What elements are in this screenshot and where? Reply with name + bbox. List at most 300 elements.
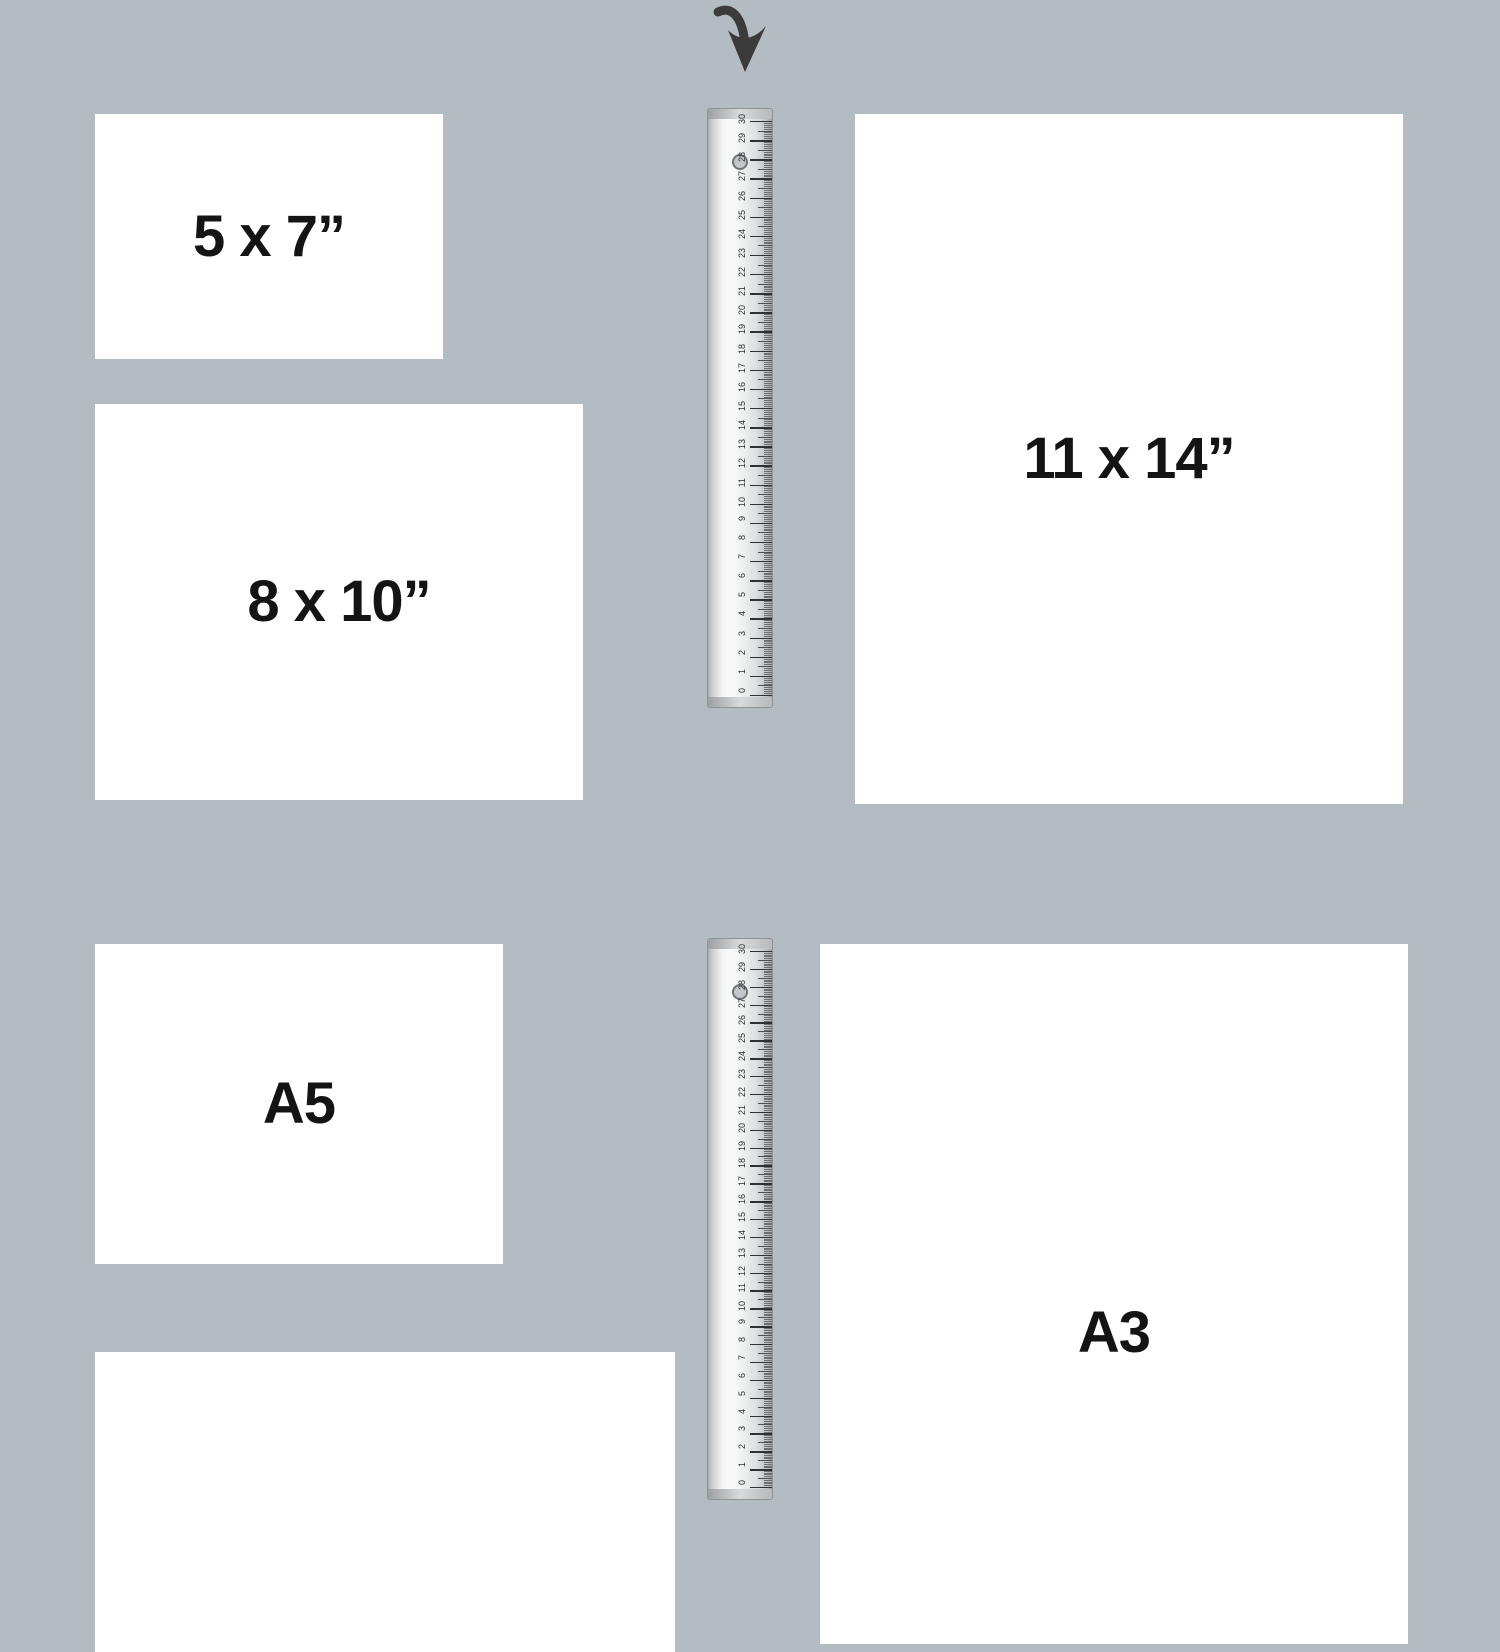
ruler-tick	[764, 1087, 772, 1088]
ruler-tick	[764, 1233, 772, 1234]
ruler-tick	[750, 236, 772, 237]
ruler-tick	[764, 186, 772, 187]
ruler-tick	[758, 1282, 772, 1283]
ruler-tick	[764, 261, 772, 262]
ruler-tick-number: 30	[737, 114, 747, 125]
ruler-tick	[750, 1094, 772, 1095]
ruler-tick	[764, 605, 772, 606]
ruler-tick	[764, 268, 772, 269]
ruler-tick	[764, 576, 772, 577]
ruler-tick	[764, 1144, 772, 1145]
ruler-tick	[764, 994, 772, 995]
ruler-tick	[764, 687, 772, 688]
ruler-tick	[758, 628, 772, 629]
ruler-tick	[764, 1351, 772, 1352]
ruler-tick	[764, 1330, 772, 1331]
ruler-tick	[764, 1364, 772, 1365]
ruler-tick	[764, 167, 772, 168]
ruler-tick	[764, 462, 772, 463]
ruler-tick	[764, 527, 772, 528]
ruler-tick	[764, 582, 772, 583]
ruler-tick	[764, 144, 772, 145]
ruler-tick-number: 17	[737, 362, 747, 373]
ruler-tick	[764, 1115, 772, 1116]
ruler-tick	[764, 1421, 772, 1422]
ruler-tick	[764, 1337, 772, 1338]
ruler-tick	[758, 1407, 772, 1408]
ruler-tick	[764, 691, 772, 692]
ruler-tick	[764, 127, 772, 128]
ruler-tick	[764, 1453, 772, 1454]
ruler-tick	[764, 253, 772, 254]
ruler-tick	[764, 1090, 772, 1091]
ruler-tick	[750, 408, 772, 409]
ruler-tick	[764, 1106, 772, 1107]
ruler-tick	[764, 1283, 772, 1284]
ruler-tick	[764, 1258, 772, 1259]
ruler-tick	[764, 1271, 772, 1272]
ruler-tick	[764, 1212, 772, 1213]
ruler-tick	[750, 1255, 772, 1256]
ruler-tick	[764, 192, 772, 193]
ruler-tick	[764, 983, 772, 984]
ruler-tick	[750, 255, 772, 256]
paper-sheet-11x14	[855, 114, 1403, 804]
ruler-tick	[764, 1483, 772, 1484]
ruler-tick	[764, 534, 772, 535]
ruler-tick	[750, 1308, 772, 1309]
ruler-tick	[764, 1269, 772, 1270]
ruler-tick-number: 27	[737, 997, 747, 1008]
ruler-tick	[764, 243, 772, 244]
ruler-tick	[758, 1371, 772, 1372]
ruler-tick	[758, 418, 772, 419]
ruler-tick-number: 26	[737, 190, 747, 201]
ruler-tick	[764, 529, 772, 530]
ruler-tick	[764, 1235, 772, 1236]
ruler-tick	[764, 1274, 772, 1275]
paper-sheet-5x7-label: 5 x 7”	[193, 203, 345, 269]
ruler-tick	[764, 1069, 772, 1070]
ruler-tick	[750, 1398, 772, 1399]
ruler-tick	[764, 184, 772, 185]
ruler-tick	[764, 1342, 772, 1343]
ruler-tick	[758, 1246, 772, 1247]
ruler-tick-number: 24	[737, 1051, 747, 1062]
ruler-tick	[764, 519, 772, 520]
ruler-tick	[764, 1480, 772, 1481]
ruler-tick	[764, 347, 772, 348]
ruler-tick	[758, 131, 772, 132]
ruler-tick	[764, 1208, 772, 1209]
ruler-tick	[764, 1010, 772, 1011]
ruler-tick	[758, 1299, 772, 1300]
ruler-tick	[750, 465, 772, 466]
ruler-tick	[764, 1190, 772, 1191]
ruler-tick	[764, 1408, 772, 1409]
ruler-tick	[764, 1072, 772, 1073]
ruler-tick-number: 7	[737, 554, 747, 560]
arrow-annotation	[700, 0, 790, 90]
ruler-tick	[758, 398, 772, 399]
ruler-bottom-scale	[708, 944, 772, 1487]
ruler-tick	[764, 1164, 772, 1165]
ruler-tick	[758, 609, 772, 610]
ruler-tick	[764, 129, 772, 130]
ruler-tick	[764, 1051, 772, 1052]
ruler-tick	[764, 653, 772, 654]
ruler-tick	[750, 140, 772, 141]
ruler-tick	[764, 1006, 772, 1007]
ruler-tick	[764, 1101, 772, 1102]
ruler-tick	[764, 1410, 772, 1411]
ruler-tick	[764, 425, 772, 426]
ruler-tick	[764, 1114, 772, 1115]
ruler-tick	[764, 125, 772, 126]
ruler-tick	[764, 992, 772, 993]
paper-sheet-11x14-label: 11 x 14”	[1023, 426, 1235, 491]
ruler-tick	[764, 412, 772, 413]
ruler-tick	[764, 689, 772, 690]
ruler-tick	[764, 548, 772, 549]
ruler-tick	[764, 643, 772, 644]
ruler-tick	[764, 1242, 772, 1243]
ruler-tick	[764, 395, 772, 396]
ruler-tick	[750, 1183, 772, 1184]
ruler-tick	[764, 368, 772, 369]
ruler-tick	[764, 1373, 772, 1374]
ruler-tick	[750, 657, 772, 658]
ruler-tick-number: 2	[737, 1444, 747, 1450]
ruler-tick	[758, 1049, 772, 1050]
ruler-tick	[764, 1062, 772, 1063]
ruler-tick	[764, 263, 772, 264]
ruler-tick	[764, 444, 772, 445]
ruler-tick	[764, 1315, 772, 1316]
ruler-tick	[750, 1237, 772, 1238]
ruler-tick	[764, 672, 772, 673]
ruler-tick	[758, 1067, 772, 1068]
ruler-tick-number: 6	[737, 1372, 747, 1378]
ruler-tick	[750, 159, 772, 160]
ruler-tick	[764, 1221, 772, 1222]
ruler-tick	[764, 1303, 772, 1304]
ruler-tick	[764, 335, 772, 336]
ruler-tick	[750, 1273, 772, 1274]
ruler-tick	[764, 1265, 772, 1266]
ruler-tick	[764, 276, 772, 277]
ruler-tick	[764, 569, 772, 570]
ruler-tick-number: 22	[737, 1086, 747, 1097]
ruler-tick	[764, 553, 772, 554]
ruler-tick	[764, 506, 772, 507]
ruler-tick	[764, 282, 772, 283]
ruler-tick	[764, 1249, 772, 1250]
ruler-tick	[764, 1239, 772, 1240]
ruler-tick	[764, 555, 772, 556]
ruler-tick	[764, 693, 772, 694]
ruler-tick	[764, 1196, 772, 1197]
ruler-tick	[764, 678, 772, 679]
ruler-tick	[764, 477, 772, 478]
ruler-tick	[764, 1419, 772, 1420]
ruler-tick	[764, 538, 772, 539]
ruler-tick	[758, 1085, 772, 1086]
ruler-tick	[764, 1131, 772, 1132]
ruler-tick	[764, 492, 772, 493]
ruler-tick	[764, 441, 772, 442]
ruler-tick	[764, 1392, 772, 1393]
ruler-tick	[764, 1385, 772, 1386]
ruler-tick	[764, 1466, 772, 1467]
ruler-tick	[764, 1374, 772, 1375]
ruler-tick	[758, 265, 772, 266]
ruler-tick	[764, 1180, 772, 1181]
ruler-tick	[764, 1056, 772, 1057]
ruler-tick-number: 12	[737, 458, 747, 469]
ruler-tick	[764, 247, 772, 248]
ruler-tick	[750, 293, 772, 294]
ruler-tick	[764, 1405, 772, 1406]
ruler-tick	[758, 245, 772, 246]
ruler-tick	[764, 452, 772, 453]
ruler-tick	[764, 955, 772, 956]
ruler-tick	[764, 343, 772, 344]
ruler-tick	[764, 530, 772, 531]
ruler-tick	[764, 972, 772, 973]
paper-sheet-8x10	[95, 404, 583, 800]
ruler-tick	[750, 351, 772, 352]
ruler-tick	[750, 1344, 772, 1345]
ruler-tick	[764, 565, 772, 566]
ruler-tick	[764, 154, 772, 155]
ruler-tick	[764, 613, 772, 614]
ruler-tick	[764, 132, 772, 133]
ruler-tick	[764, 318, 772, 319]
paper-sheet-a3	[820, 944, 1408, 1644]
ruler-tick	[764, 211, 772, 212]
ruler-bottom	[707, 938, 773, 1500]
ruler-tick	[764, 328, 772, 329]
ruler-tick-number: 21	[737, 1104, 747, 1115]
ruler-tick	[764, 601, 772, 602]
ruler-tick	[764, 479, 772, 480]
ruler-tick	[764, 1181, 772, 1182]
ruler-tick	[764, 1232, 772, 1233]
ruler-tick-number: 18	[737, 1158, 747, 1169]
ruler-tick	[764, 222, 772, 223]
ruler-tick	[758, 1139, 772, 1140]
ruler-tick	[750, 446, 772, 447]
ruler-tick	[764, 448, 772, 449]
ruler-tick	[764, 1430, 772, 1431]
ruler-tick	[764, 1305, 772, 1306]
ruler-tick	[764, 680, 772, 681]
ruler-tick	[764, 1137, 772, 1138]
ruler-tick	[764, 1187, 772, 1188]
ruler-tick	[758, 322, 772, 323]
ruler-tick-number: 3	[737, 1426, 747, 1432]
ruler-tick	[764, 956, 772, 957]
ruler-tick	[764, 1149, 772, 1150]
ruler-tick	[764, 1189, 772, 1190]
ruler-tick	[764, 431, 772, 432]
ruler-tick	[764, 157, 772, 158]
ruler-tick	[764, 1140, 772, 1141]
ruler-tick	[764, 377, 772, 378]
ruler-tick	[764, 173, 772, 174]
ruler-tick	[764, 152, 772, 153]
ruler-tick	[764, 314, 772, 315]
ruler-tick	[764, 230, 772, 231]
ruler-tick	[764, 620, 772, 621]
ruler-tick	[764, 416, 772, 417]
ruler-tick	[764, 622, 772, 623]
ruler-tick	[764, 1323, 772, 1324]
ruler-tick	[764, 634, 772, 635]
ruler-tick	[764, 171, 772, 172]
ruler-tick	[764, 1158, 772, 1159]
ruler-tick-number: 15	[737, 1212, 747, 1223]
ruler-tick	[764, 1071, 772, 1072]
ruler-tick	[750, 1040, 772, 1041]
ruler-tick	[764, 1012, 772, 1013]
ruler-tick	[764, 1099, 772, 1100]
ruler-tick	[764, 196, 772, 197]
ruler-tick	[764, 1357, 772, 1358]
ruler-tick-number: 19	[737, 324, 747, 335]
ruler-tick	[764, 228, 772, 229]
ruler-tick	[764, 309, 772, 310]
ruler-tick	[750, 638, 772, 639]
ruler-tick	[764, 1044, 772, 1045]
ruler-tick	[764, 584, 772, 585]
ruler-tick	[750, 618, 772, 619]
ruler-tick	[764, 1348, 772, 1349]
ruler-tick	[764, 383, 772, 384]
ruler-tick-number: 1	[737, 1462, 747, 1468]
ruler-tick	[764, 358, 772, 359]
ruler-tick	[764, 1047, 772, 1048]
ruler-tick	[764, 240, 772, 241]
ruler-tick	[764, 641, 772, 642]
ruler-tick	[758, 552, 772, 553]
ruler-tick	[764, 1015, 772, 1016]
ruler-tick	[750, 331, 772, 332]
ruler-tick	[764, 1437, 772, 1438]
ruler-tick	[750, 1112, 772, 1113]
ruler-tick	[758, 590, 772, 591]
ruler-tick	[764, 1321, 772, 1322]
ruler-tick	[764, 1171, 772, 1172]
ruler-tick	[764, 1248, 772, 1249]
ruler-tick	[764, 1033, 772, 1034]
ruler-tick-number: 7	[737, 1354, 747, 1360]
ruler-tick	[750, 1130, 772, 1131]
ruler-tick	[764, 594, 772, 595]
ruler-tick	[764, 320, 772, 321]
ruler-tick	[764, 574, 772, 575]
ruler-tick	[750, 987, 772, 988]
ruler-tick	[764, 567, 772, 568]
ruler-tick-number: 21	[737, 286, 747, 297]
ruler-tick	[764, 1151, 772, 1152]
ruler-tick	[764, 540, 772, 541]
ruler-tick-number: 6	[737, 573, 747, 579]
ruler-tick	[764, 640, 772, 641]
ruler-tick	[764, 1394, 772, 1395]
ruler-tick	[764, 1055, 772, 1056]
ruler-tick	[764, 142, 772, 143]
ruler-tick-number: 0	[737, 688, 747, 694]
ruler-tick	[764, 1346, 772, 1347]
ruler-tick	[764, 1065, 772, 1066]
ruler-tick	[764, 385, 772, 386]
ruler-tick	[764, 1482, 772, 1483]
ruler-tick-number: 29	[737, 133, 747, 144]
ruler-tick	[750, 1326, 772, 1327]
ruler-tick	[764, 1403, 772, 1404]
ruler-tick	[764, 1312, 772, 1313]
ruler-tick	[764, 1366, 772, 1367]
ruler-tick	[764, 550, 772, 551]
ruler-tick	[764, 517, 772, 518]
ruler-tick	[758, 685, 772, 686]
ruler-tick	[764, 203, 772, 204]
ruler-tick	[764, 1162, 772, 1163]
ruler-tick	[764, 1146, 772, 1147]
ruler-tick	[764, 1328, 772, 1329]
ruler-tick	[764, 1080, 772, 1081]
ruler-tick	[764, 1198, 772, 1199]
ruler-tick	[764, 573, 772, 574]
ruler-tick	[750, 312, 772, 313]
ruler-tick-number: 10	[737, 496, 747, 507]
ruler-tick	[764, 546, 772, 547]
ruler-tick	[764, 603, 772, 604]
ruler-tick	[764, 1396, 772, 1397]
ruler-tick	[764, 1060, 772, 1061]
ruler-tick	[764, 1307, 772, 1308]
ruler-tick	[764, 1039, 772, 1040]
ruler-bottom-start-cap	[708, 1489, 772, 1499]
ruler-tick-number: 16	[737, 1194, 747, 1205]
ruler-tick	[764, 544, 772, 545]
ruler-tick	[764, 362, 772, 363]
ruler-tick	[764, 1224, 772, 1225]
ruler-tick	[764, 180, 772, 181]
ruler-tick	[764, 354, 772, 355]
ruler-tick	[764, 291, 772, 292]
ruler-tick	[764, 1257, 772, 1258]
ruler-tick	[764, 1203, 772, 1204]
ruler-tick	[764, 597, 772, 598]
ruler-tick	[764, 364, 772, 365]
ruler-tick	[764, 1105, 772, 1106]
ruler-tick	[764, 1458, 772, 1459]
ruler-tick-number: 25	[737, 209, 747, 220]
ruler-tick	[764, 1280, 772, 1281]
ruler-tick	[764, 429, 772, 430]
ruler-tick	[764, 1230, 772, 1231]
ruler-tick	[750, 389, 772, 390]
ruler-tick	[764, 165, 772, 166]
ruler-tick	[764, 1226, 772, 1227]
ruler-tick	[750, 1165, 772, 1166]
ruler-tick-number: 23	[737, 247, 747, 258]
ruler-tick	[764, 372, 772, 373]
ruler-tick	[764, 617, 772, 618]
